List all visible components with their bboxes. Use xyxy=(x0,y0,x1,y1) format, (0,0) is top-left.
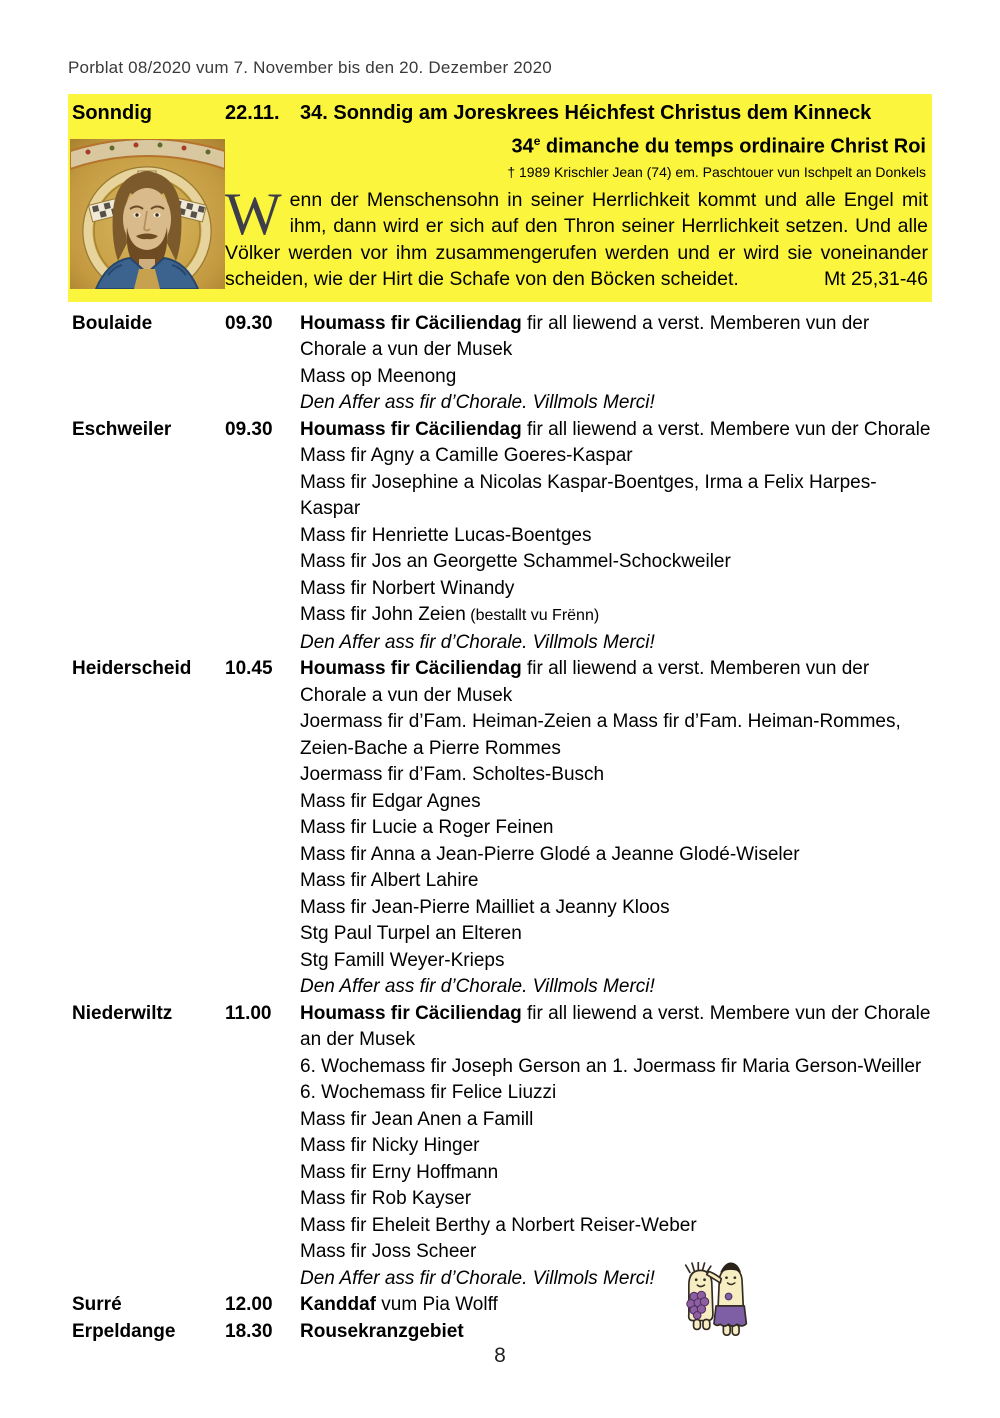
schedule-entry-text: 6. Wochemass fir Felice Liuzzi xyxy=(300,1082,557,1104)
schedule-location: Surré xyxy=(72,1294,122,1316)
schedule-row xyxy=(72,1001,934,1293)
schedule-entry xyxy=(300,895,934,922)
schedule-entry xyxy=(300,1054,934,1081)
schedule-entry-text: Mass fir Rob Kayser xyxy=(300,1188,472,1210)
schedule-entry xyxy=(300,1001,934,1054)
schedule-entry-text: fir all liewend a verst. Memberen vun der Chorale a vun der Musek xyxy=(300,312,870,361)
schedule-entry-text: Mass fir Joss Scheer xyxy=(300,1241,477,1263)
schedule-time: 18.30 xyxy=(225,1320,273,1342)
schedule-entry xyxy=(300,1292,934,1319)
schedule-entry xyxy=(300,948,934,975)
schedule-entry xyxy=(300,1133,934,1160)
schedule-entry-lead: Houmass fir Cäciliendag xyxy=(300,418,522,440)
schedule-entry-text: fir all liewend a verst. Membere vun der Chorale an der Musek xyxy=(300,1002,931,1051)
schedule-entry-text: Den Affer ass fir d’Chorale. Villmols Merci! xyxy=(300,631,655,653)
schedule-entry-text: Mass fir Jean-Pierre Mailliet a Jeanny Kloos xyxy=(300,896,670,918)
gospel-paragraph xyxy=(225,180,928,293)
schedule-location: Erpeldange xyxy=(72,1320,176,1342)
schedule-row xyxy=(72,1292,934,1319)
schedule-entry xyxy=(300,364,934,391)
schedule-entry xyxy=(300,390,934,417)
schedule-entry-text: Den Affer ass fir d’Chorale. Villmols Merci! xyxy=(300,976,655,998)
schedule-entry-text: fir all liewend a verst. Membere vun der Chorale xyxy=(521,418,931,440)
page-header: Porblat 08/2020 vum 7. November bis den 20. Dezember 2020 xyxy=(68,58,552,77)
schedule-entry xyxy=(300,709,934,762)
schedule-location: Heiderscheid xyxy=(72,658,192,680)
schedule-entries xyxy=(300,1292,934,1319)
schedule-entry xyxy=(300,1319,934,1346)
schedule-row xyxy=(72,311,934,417)
schedule-entry-text: Mass op Meenong xyxy=(300,365,457,387)
schedule-entry xyxy=(300,630,934,657)
schedule-entries xyxy=(300,1001,934,1293)
schedule xyxy=(72,311,934,1346)
schedule-entry-text: Mass fir Anna a Jean-Pierre Glodé a Jeanne Glodé-Wiseler xyxy=(300,843,800,865)
schedule-entry xyxy=(300,1239,934,1266)
schedule-row xyxy=(72,656,934,1001)
schedule-entry-note: (bestallt vu Frënn) xyxy=(465,607,600,625)
gospel-dropcap: W xyxy=(225,180,282,247)
schedule-entry-text: 6. Wochemass fir Joseph Gerson an 1. Joermass fir Maria Gerson-Weiller xyxy=(300,1055,922,1077)
schedule-entry-text: Mass fir Erny Hoffmann xyxy=(300,1161,499,1183)
schedule-entry-text: Mass fir Jos an Georgette Schammel-Schockweiler xyxy=(300,551,731,573)
schedule-entry xyxy=(300,1266,934,1293)
schedule-entry-text: Mass fir Norbert Winandy xyxy=(300,577,515,599)
event-day: Sonndig xyxy=(72,102,152,124)
event-title-fr-ordinal: e xyxy=(533,134,541,148)
children-with-grapes-illustration xyxy=(676,1262,754,1354)
schedule-entries xyxy=(300,311,934,417)
schedule-entry-text: Mass fir Henriette Lucas-Boentges xyxy=(300,524,592,546)
schedule-entry-lead: Houmass fir Cäciliendag xyxy=(300,312,522,334)
schedule-entry xyxy=(300,762,934,789)
schedule-time: 11.00 xyxy=(225,1002,272,1024)
schedule-row xyxy=(72,1319,934,1346)
schedule-entry xyxy=(300,417,934,444)
schedule-entry-lead: Kanddaf xyxy=(300,1294,376,1316)
schedule-time: 12.00 xyxy=(225,1294,273,1316)
obituary-note: † 1989 Krischler Jean (74) em. Paschtouer vun Ischpelt an Donkels xyxy=(507,163,926,180)
schedule-entry xyxy=(300,789,934,816)
schedule-entries xyxy=(300,417,934,657)
schedule-entry xyxy=(300,470,934,523)
schedule-entry-text: Mass fir Eheleit Berthy a Norbert Reiser-Weber xyxy=(300,1214,697,1236)
schedule-time: 10.45 xyxy=(225,658,273,680)
schedule-entry-text: Den Affer ass fir d’Chorale. Villmols Merci! xyxy=(300,392,655,414)
schedule-time: 09.30 xyxy=(225,418,273,440)
schedule-entry-text: vum Pia Wolff xyxy=(376,1294,498,1316)
event-title-lb: 34. Sonndig am Joreskrees Héichfest Christus dem Kinneck xyxy=(300,102,872,124)
schedule-entry-text: Mass fir Edgar Agnes xyxy=(300,790,481,812)
schedule-entry-text: Joermass fir d’Fam. Scholtes-Busch xyxy=(300,764,605,786)
schedule-entry-text: Mass fir Lucie a Roger Feinen xyxy=(300,817,554,839)
schedule-entry xyxy=(300,974,934,1001)
schedule-entry-text: Mass fir Josephine a Nicolas Kaspar-Boentges, Irma a Felix Harpes-Kaspar xyxy=(300,471,877,520)
schedule-entry-text: Mass fir Jean Anen a Famill xyxy=(300,1108,534,1130)
schedule-entry xyxy=(300,602,934,630)
schedule-entry-text: Den Affer ass fir d’Chorale. Villmols Merci! xyxy=(300,1267,655,1289)
schedule-entry xyxy=(300,1186,934,1213)
schedule-entry xyxy=(300,842,934,869)
schedule-location: Niederwiltz xyxy=(72,1002,173,1024)
schedule-entry xyxy=(300,443,934,470)
schedule-location: Eschweiler xyxy=(72,418,172,440)
schedule-entries xyxy=(300,656,934,1001)
christ-pantocrator-icon xyxy=(70,139,225,289)
event-highlight-box xyxy=(68,94,932,302)
schedule-entry-text: Mass fir John Zeien xyxy=(300,604,466,626)
schedule-entry xyxy=(300,311,934,364)
schedule-entry xyxy=(300,1213,934,1240)
schedule-time: 09.30 xyxy=(225,312,273,334)
schedule-entry-text: Mass fir Agny a Camille Goeres-Kaspar xyxy=(300,445,633,467)
schedule-entry xyxy=(300,523,934,550)
schedule-entry-lead: Houmass fir Cäciliendag xyxy=(300,658,522,680)
schedule-entry-text: Stg Paul Turpel an Elteren xyxy=(300,923,522,945)
schedule-entry-text: Joermass fir d’Fam. Heiman-Zeien a Mass fir d’Fam. Heiman-Rommes, Zeien-Bache a Pierre Rommes xyxy=(300,711,901,759)
schedule-entry xyxy=(300,815,934,842)
event-title-row xyxy=(72,99,928,127)
schedule-entry-text: Stg Famill Weyer-Krieps xyxy=(300,949,505,971)
schedule-entry-lead: Houmass fir Cäciliendag xyxy=(300,1002,522,1024)
schedule-entry xyxy=(300,1160,934,1187)
schedule-entries xyxy=(300,1319,934,1346)
schedule-entry-lead: Rousekranzgebiet xyxy=(300,1320,464,1342)
schedule-entry-text: fir all liewend a verst. Memberen vun der Chorale a vun der Musek xyxy=(300,658,870,706)
page-number: 8 xyxy=(494,1344,506,1367)
schedule-entry xyxy=(300,1107,934,1134)
schedule-entry xyxy=(300,549,934,576)
schedule-location: Boulaide xyxy=(72,312,153,334)
schedule-entry xyxy=(300,868,934,895)
gospel-text: enn der Menschensohn in seiner Herrlichkeit kommt und alle Engel mit ihm, dann wird er sich auf den Thron seiner Herrlichkeit setzen. Und alle Völker werden vor ihm zusammengerufen werden und er wird sie voneinander scheiden, wie der Hirt die Schafe von den Böcken scheidet. xyxy=(225,188,928,291)
event-title-fr-number: 34 xyxy=(511,135,534,158)
schedule-entry xyxy=(300,921,934,948)
schedule-row xyxy=(72,417,934,657)
event-date: 22.11. xyxy=(225,102,280,124)
schedule-entry-text: Mass fir Albert Lahire xyxy=(300,870,479,892)
event-title-fr-text: dimanche du temps ordinaire Christ Roi xyxy=(540,135,926,158)
schedule-entry xyxy=(300,576,934,603)
schedule-entry xyxy=(300,656,934,709)
gospel-reference: Mt 25,31-46 xyxy=(823,268,928,291)
schedule-entry-text: Mass fir Nicky Hinger xyxy=(300,1135,480,1157)
schedule-entry xyxy=(300,1080,934,1107)
